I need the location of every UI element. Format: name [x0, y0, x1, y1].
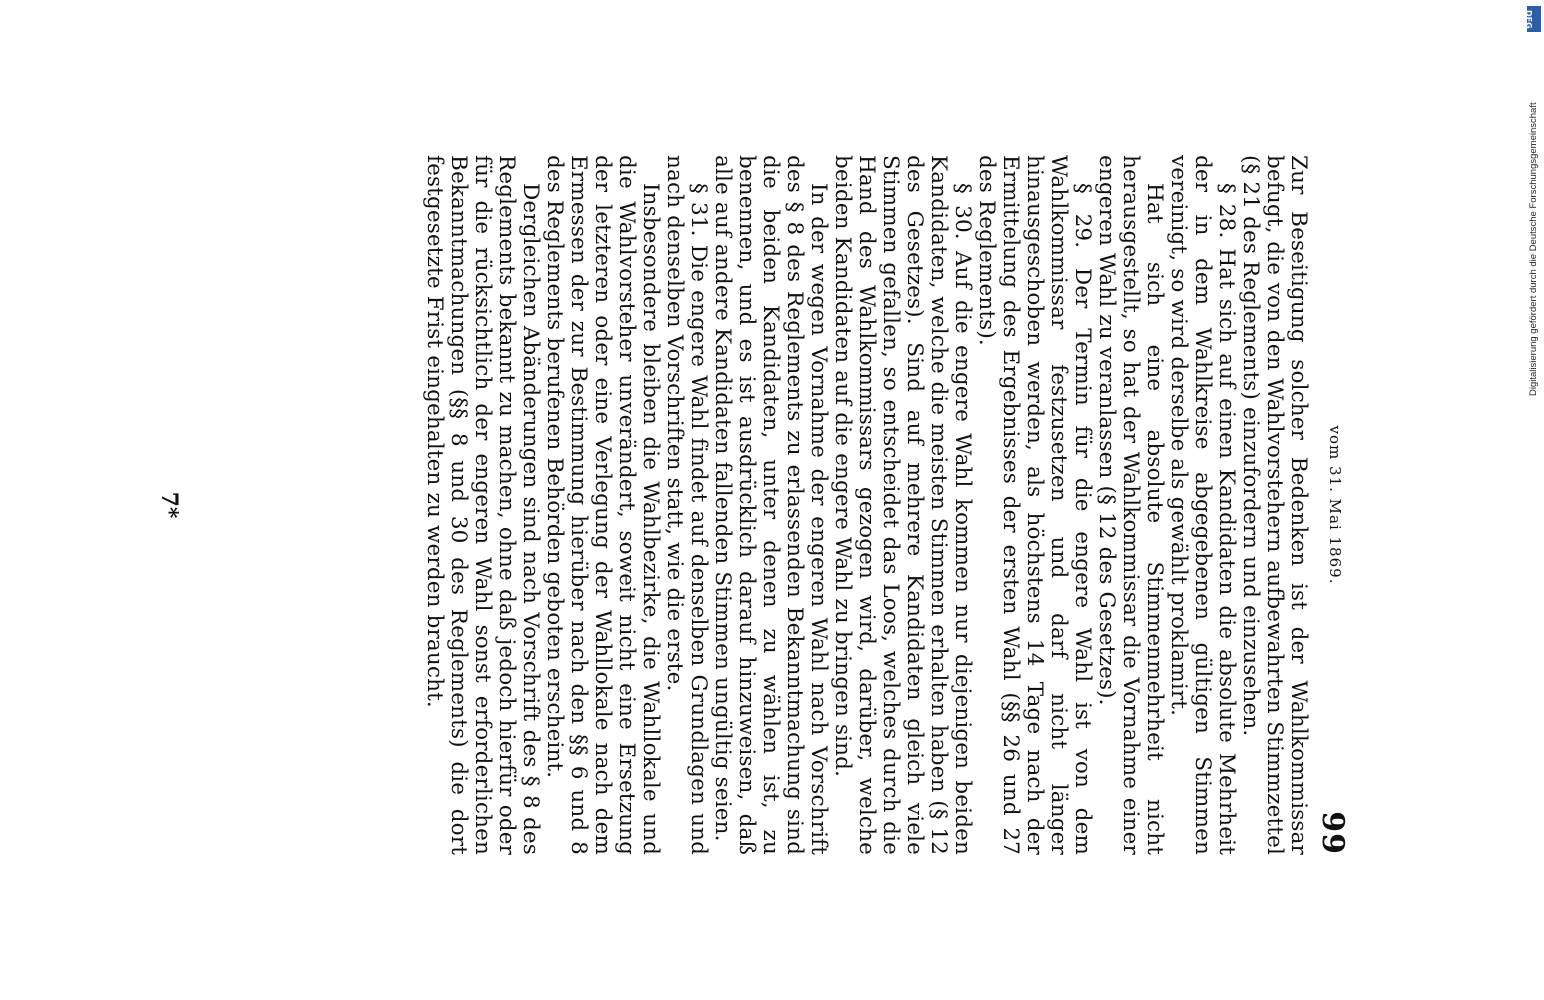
dfg-logo-icon: DFG — [1527, 6, 1541, 32]
page-number: 99 — [1315, 811, 1350, 855]
paragraph: Insbesondere bleiben die Wahlbezirke, die Wahllokale und die Wahlvorsteher unverändert, soweit nicht eine Ersetzung der letzteren oder eine Verlegung der Wahllokale nach dem Ermessen der zur Bestimmung hierüber nach den §§ 6 und 8 des Reglements berufenen Behörden geboten erscheint. — [542, 155, 663, 855]
paragraph: § 29. Der Termin für die engere Wahl ist von dem Wahlkommissar festzusetzen und darf nicht länger hinausgeschoben werden, als höchstens 14 Tage nach der Ermittelung des Ergebnisses der ersten Wahl (§§ 26 und 27 des Reglements). — [974, 155, 1095, 855]
paragraph: § 28. Hat sich auf einen Kandidaten die absolute Mehrheit der in dem Wahlkreise abgegebenen gültigen Stimmen vereinigt, so wird derselbe als gewählt proklamirt. — [1166, 155, 1239, 855]
digitization-banner — [1526, 6, 1542, 394]
page-body — [140, 155, 1310, 855]
paragraph: § 31. Die engere Wahl findet auf denselben Grundlagen und nach denselben Vorschriften statt, wie die erste. — [662, 155, 711, 855]
paragraph: Dergleichen Abänderungen sind nach Vorschrift des § 8 des Reglements bekannt zu machen, ohne daß jedoch hierfür oder für die rücksichtlich der engeren Wahl sonst erforderlichen Bekanntmachungen (§§ 8 und 30 des Reglements) die dort festgesetzte Frist eingehalten zu werden braucht. — [422, 155, 543, 855]
running-head: vom 31. Mai 1869. — [1326, 425, 1344, 585]
paragraph: § 30. Auf die engere Wahl kommen nur diejenigen beiden Kandidaten, welche die meisten Stimmen erhalten haben (§ 12 des Gesetzes). Sind auf mehrere Kandidaten gleich viele Stimmen gefallen, so entscheidet das Loos, welches durch die Hand des Wahlkommissars gezogen wird, darüber, welche beiden Kandidaten auf die engere Wahl zu bringen sind. — [830, 155, 975, 855]
paragraph: In der wegen Vornahme der engeren Wahl nach Vorschrift des § 8 des Reglements zu erlassenden Bekanntmachung sind die beiden Kandidaten, unter denen zu wählen ist, zu benennen, und es ist ausdrücklich darauf hinzuweisen, daß alle auf andere Kandidaten fallenden Stimmen ungültig seien. — [710, 155, 831, 855]
funding-note: Digitalisierung gefördert durch die Deutsche Forschungsgemeinschaft — [1528, 102, 1539, 396]
page-header — [1310, 155, 1350, 855]
paragraph: Zur Beseitigung solcher Bedenken ist der Wahlkommissar befugt, die von den Wahlvorstehern aufbewahrten Stimmzettel (§ 21 des Reglements) einzufordern und einzusehen. — [1238, 155, 1311, 855]
signature-mark: 7* — [156, 491, 182, 519]
scanned-page — [140, 155, 1350, 855]
paragraph: Hat sich eine absolute Stimmenmehrheit nicht herausgestellt, so hat der Wahlkommissar die Vornahme einer engeren Wahl zu veranlassen (§ 12 des Gesetzes). — [1094, 155, 1167, 855]
